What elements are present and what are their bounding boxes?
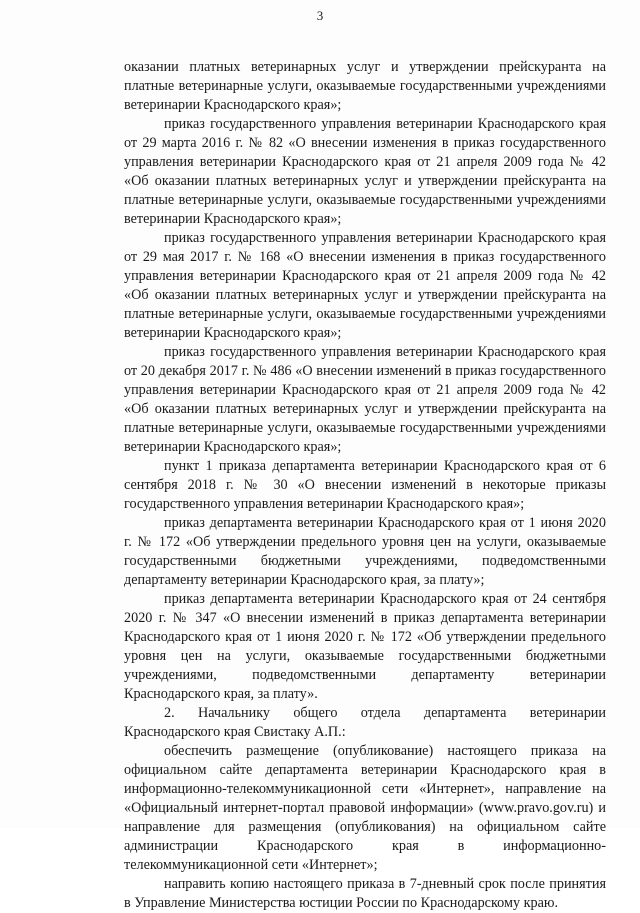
- paragraph-order-2016: приказ государственного управления ветеринарии Краснодарского края от 29 марта 2016 г. № 82 «О внесении изменения в приказ государственного управления ветеринарии Краснодарского края от 21 апреля 2009 года № 42 «Об оказании платных ветеринарных услуг и утверждении прейскуранта на платные ветеринарные услуги, оказываемые государственными учреждениями ветеринарии Краснодарского края»;: [124, 116, 606, 227]
- paragraph-send-copy: направить копию настоящего приказа в 7-дневный срок после принятия в Управление Министерства юстиции России по Краснодарскому краю.: [124, 876, 606, 911]
- paragraph-order-2017-december: приказ государственного управления ветеринарии Краснодарского края от 20 декабря 2017 г. № 486 «О внесении изменений в приказ государственного управления ветеринарии Краснодарского края от 21 апреля 2009 года № 42 «Об оказании платных ветеринарных услуг и утверждении прейскуранта на платные ветеринарные услуги, оказываемые государственными учреждениями ветеринарии Краснодарского края»;: [124, 344, 606, 455]
- paragraph-order-2017-may: приказ государственного управления ветеринарии Краснодарского края от 29 мая 2017 г. № 168 «О внесении изменения в приказ государственного управления ветеринарии Краснодарского края от 21 апреля 2009 года № 42 «Об оказании платных ветеринарных услуг и утверждении прейскуранта на платные ветеринарные услуги, оказываемые государственными учреждениями ветеринарии Краснодарского края»;: [124, 230, 606, 341]
- page-number: 3: [316, 8, 324, 23]
- paragraph-publication: обеспечить размещение (опубликование) настоящего приказа на официальном сайте департамента ветеринарии Краснодарского края в информационно-телекоммуникационной сети «Интернет», направление на «Официальный интернет-портал правовой информации» (www.pravo.gov.ru) и направление для размещения (опубликования) на официальном сайте администрации Краснодарского края в информационно-телекоммуникационной сети «Интернет»;: [124, 743, 606, 873]
- paragraph-order-2018: пункт 1 приказа департамента ветеринарии Краснодарского края от 6 сентября 2018 г. № 30 «О внесении изменений в некоторые приказы государственного управления ветеринарии Краснодарского края»;: [124, 458, 606, 512]
- paragraph-item-2: 2. Начальнику общего отдела департамента ветеринарии Краснодарского края Свистаку А.П.:: [124, 705, 606, 740]
- paragraph-order-2020-june: приказ департамента ветеринарии Краснодарского края от 1 июня 2020 г. № 172 «Об утверждении предельного уровня цен на услуги, оказываемые государственными бюджетными учреждениями, подведомственными департаменту ветеринарии Краснодарского края, за плату»;: [124, 515, 606, 588]
- document-body: [124, 58, 606, 913]
- paragraph-order-2020-september: приказ департамента ветеринарии Краснодарского края от 24 сентября 2020 г. № 347 «О внесении изменений в приказ департамента ветеринарии Краснодарского края от 1 июня 2020 г. № 172 «Об утверждении предельного уровня цен на услуги, оказываемые государственными бюджетными учреждениями, подведомственными департаменту ветеринарии Краснодарского края, за плату».: [124, 591, 606, 702]
- paragraph-continuation: оказании платных ветеринарных услуг и утверждении прейскуранта на платные ветеринарные услуги, оказываемые государственными учреждениями ветеринарии Краснодарского края»;: [124, 59, 606, 113]
